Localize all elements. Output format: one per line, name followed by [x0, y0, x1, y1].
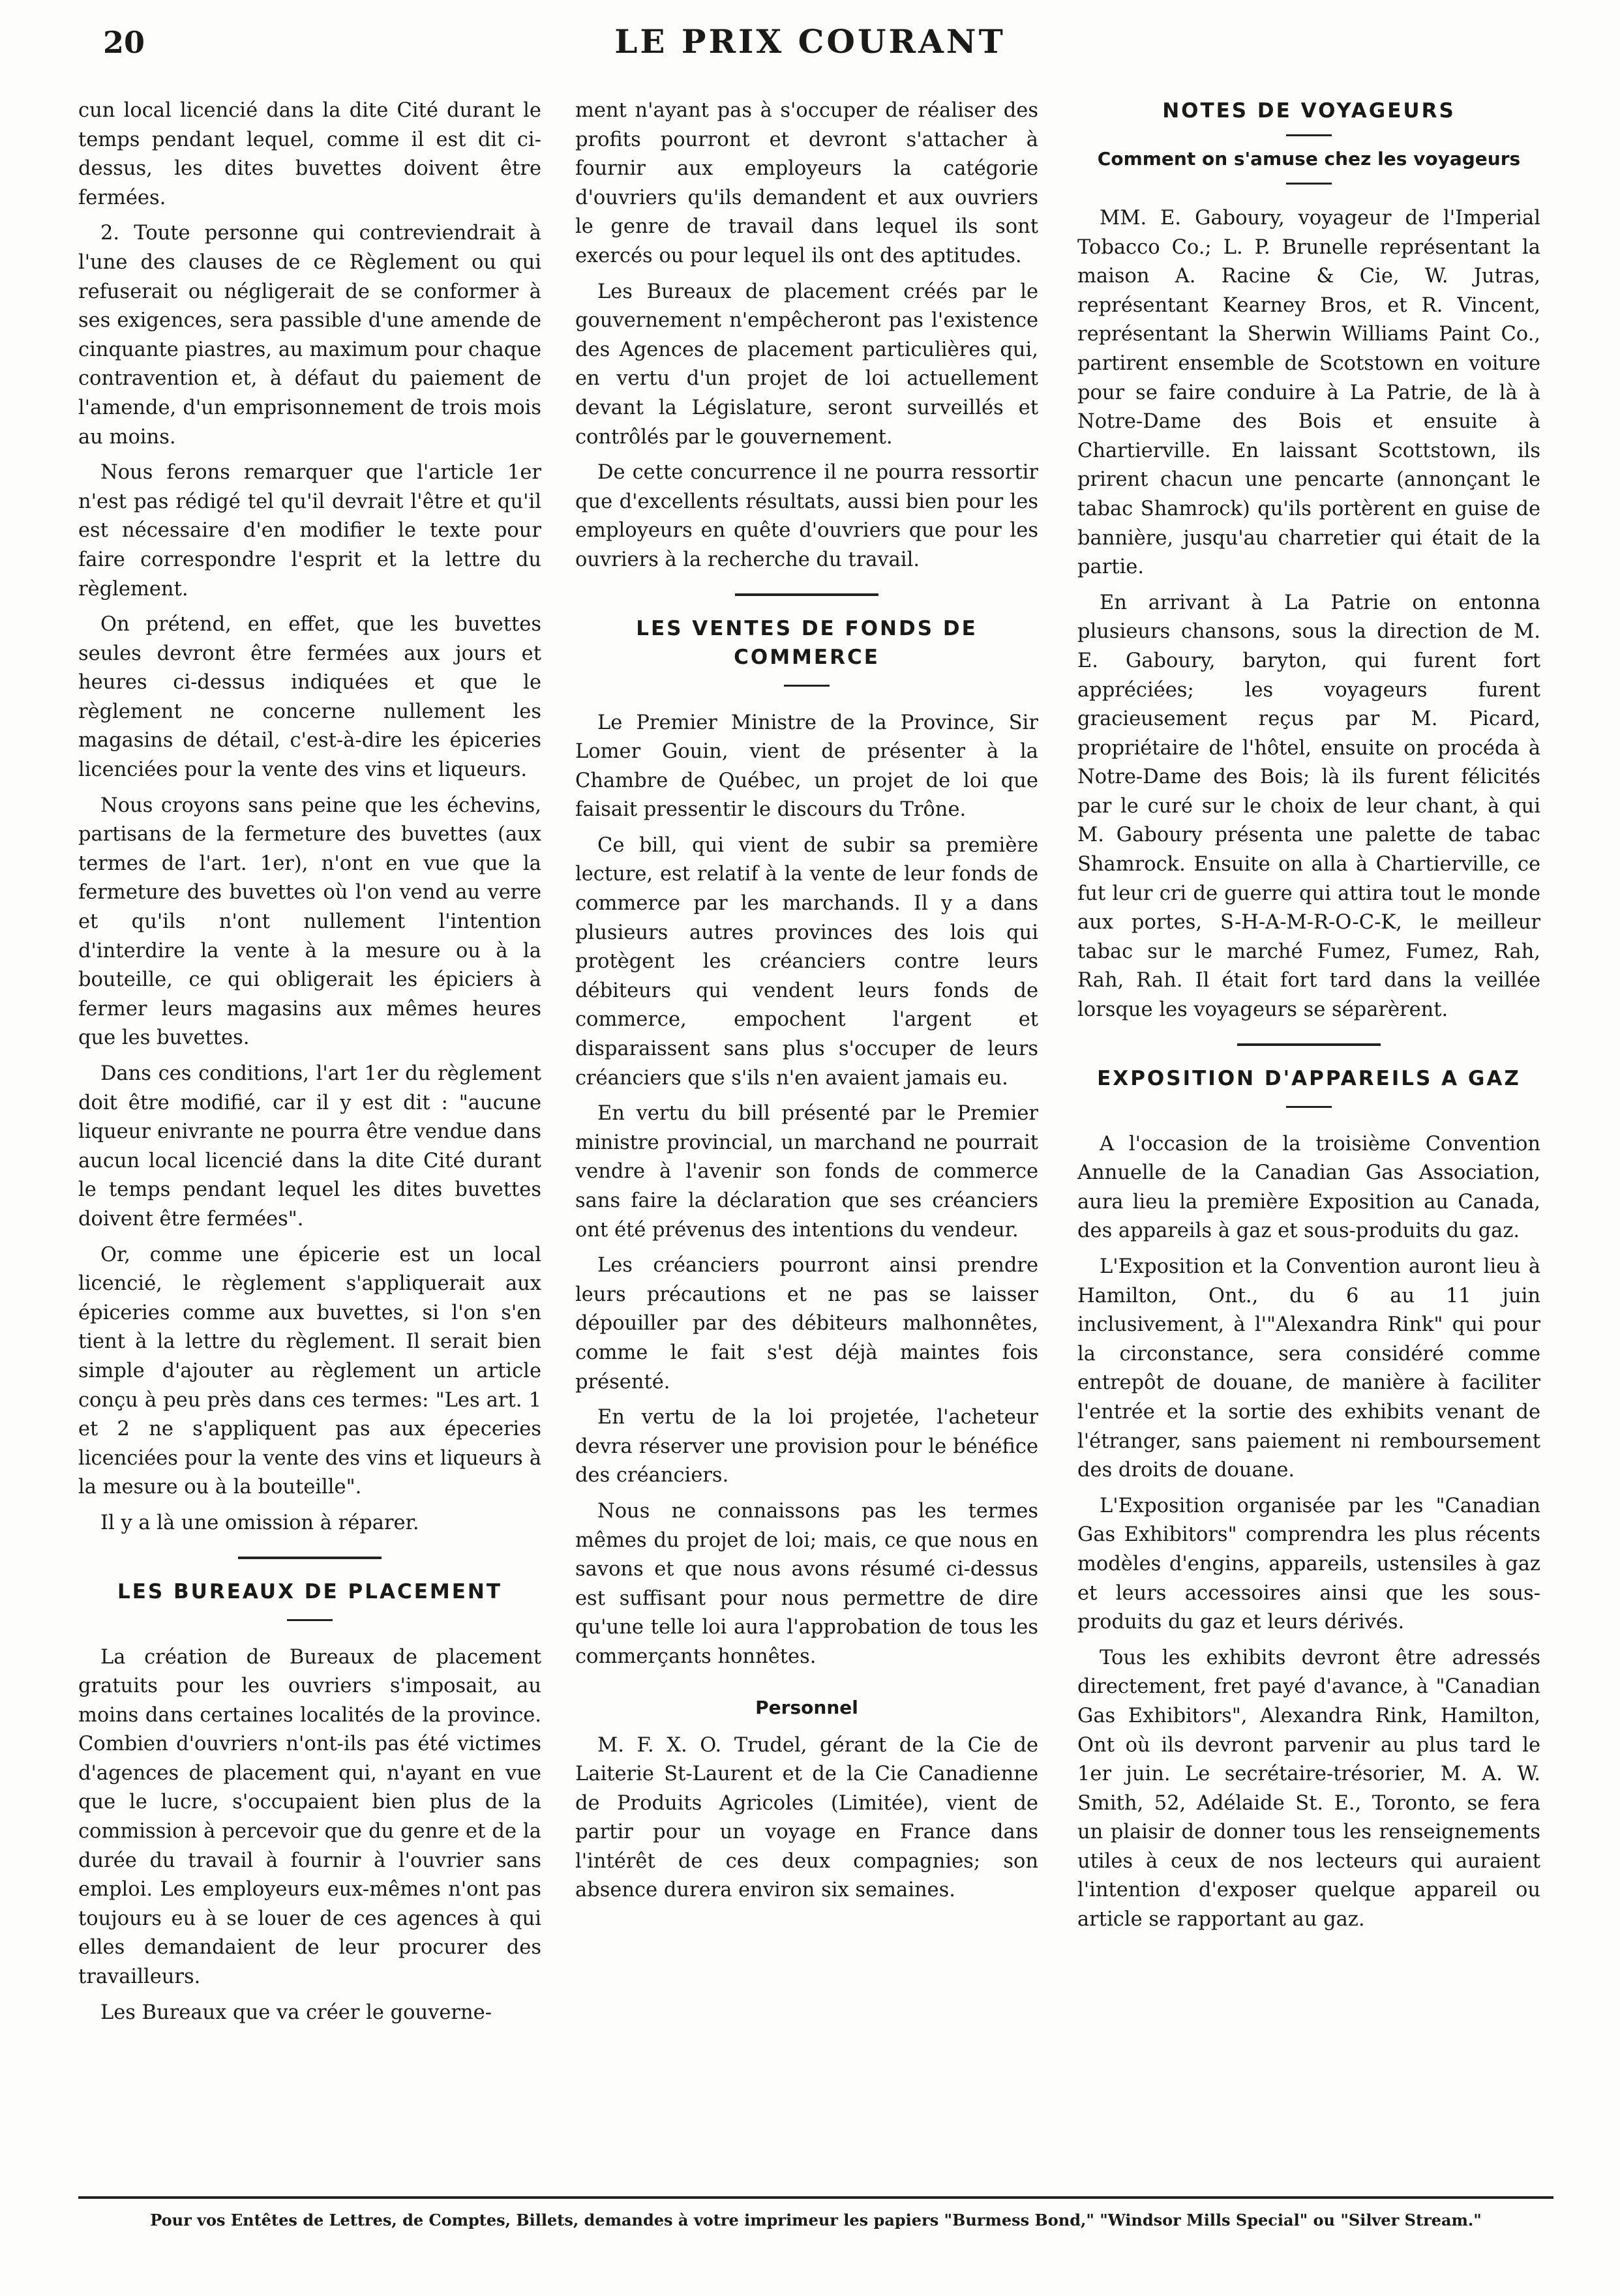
paragraph: L'Exposition et la Convention auront lieu à Hamilton, Ont., du 6 au 11 juin inclusivement, à l'"Alexandra Rink" qui pour la circonstance, sera considéré comme entrepôt de douane, de manière à faciliter l'entrée et la sortie des exhibits venant de l'étranger, sans paiement ni remboursement des droits de douane.	[1077, 1255, 1540, 1482]
paragraph: L'Exposition organisée par les "Canadian Gas Exhibitors" comprendra les plus récents modèles d'engins, appareils, ustensiles à gaz et leurs accessoires ainsi que les sous-produits du gaz et leurs dérivés.	[1077, 1494, 1540, 1634]
section-divider	[1237, 1043, 1381, 1046]
paragraph: 2. Toute personne qui contreviendrait à l'une des clauses de ce Règlement ou qui refuserait ou négligerait de se conformer à ses exigences, sera passible d'une amende de cinquante piastres, au maximum pour chaque contravention et, à défaut du paiement de l'amende, d'un emprisonnement de trois mois au moins.	[78, 222, 541, 449]
heading-rule	[1286, 134, 1332, 136]
section-heading: LES BUREAUX DE PLACEMENT	[117, 1579, 502, 1603]
heading-rule	[1286, 1106, 1332, 1108]
paragraph: A l'occasion de la troisième Convention Annuelle de la Canadian Gas Association, aura lieu la première Exposition au Canada, des appareils à gaz et sous-produits du gaz.	[1077, 1132, 1540, 1243]
paragraph: Les Bureaux de placement créés par le gouvernement n'empêcheront pas l'existence des Agences de placement particulières qui, en vertu d'un projet de loi actuellement devant la Législature, seront surveillés et contrôlés par le gouvernement.	[575, 280, 1038, 449]
paragraph: En vertu du bill présenté par le Premier ministre provincial, un marchand ne pourrait vendre à l'avenir son fonds de commerce sans faire la déclaration que ses créanciers ont été prévenus des intentions du vendeur.	[575, 1102, 1038, 1242]
section-divider	[238, 1557, 382, 1559]
paragraph: Dans ces conditions, l'art 1er du règlement doit être modifié, car il y est dit : "aucune liqueur enivrante ne pourra être vendue dans aucun local licencié dans la dite Cité durant le temps pendant lequel les dites buvettes doivent être fermées".	[78, 1062, 541, 1230]
heading-rule	[1286, 183, 1332, 185]
section-heading: NOTES DE VOYAGEURS	[1162, 99, 1456, 123]
paragraph: MM. E. Gaboury, voyageur de l'Imperial Tobacco Co.; L. P. Brunelle représentant la maison A. Racine & Cie, W. Jutras, représentant Kearney Bros, et R. Vincent, représentant la Sherwin Williams Paint Co., partirent ensemble de Scotstown en voiture pour se faire conduire à La Patrie, de là à Notre-Dame des Bois et ensuite à Chartierville. En laissant Scottstown, ils prirent chacun une pencarte (annonçant le tabac Shamrock) qu'ils portèrent en guise de bannière, jusqu'au charretier qui était de la partie.	[1077, 207, 1540, 579]
paragraph: Le Premier Ministre de la Province, Sir Lomer Gouin, vient de présenter à la Chambre de Québec, un projet de loi que faisait pressentir le discours du Trône.	[575, 711, 1038, 822]
paragraph: ment n'ayant pas à s'occuper de réaliser des profits pourront et devront s'attacher à fournir aux employeurs la catégorie d'ouvriers qu'ils demandent et aux ouvriers le genre de travail dans lequel ils sont exercés ou pour lequel ils ont des aptitudes.	[575, 99, 1038, 267]
section-divider	[735, 593, 878, 596]
page-header	[0, 20, 1620, 72]
subsection-heading: Comment on s'amuse chez les voyageurs	[1097, 148, 1521, 170]
paragraph: Les Bureaux que va créer le gouverne-	[100, 2001, 492, 2024]
paragraph: Nous croyons sans peine que les échevins, partisans de la fermeture des buvettes (aux termes de l'art. 1er), n'ont en vue que la fermeture des buvettes où l'on vend au verre et qu'ils n'ont nullement l'intention d'interdire la vente à la mesure ou à la bouteille, ce qui obligerait les épiciers à fermer leurs magasins aux mêmes heures que les buvettes.	[78, 794, 541, 1050]
paragraph: cun local licencié dans la dite Cité durant le temps pendant lequel, comme il est dit ci-dessus, les dites buvettes doivent être fermées.	[78, 99, 541, 209]
section-heading: EXPOSITION D'APPAREILS A GAZ	[1097, 1066, 1521, 1090]
paragraph: Or, comme une épicerie est un local licencié, le règlement s'appliquerait aux épiceries comme aux buvettes, si l'on s'en tient à la lettre du règlement. Il serait bien simple d'ajouter au règlement un article conçu à peu près dans ces termes: "Les art. 1 et 2 ne s'appliquent pas aux épeceries licenciées pour la vente des vins et liqueurs à la mesure ou à la bouteille".	[78, 1243, 541, 1499]
paragraph: Nous ne connaissons pas les termes mêmes du projet de loi; mais, ce que nous en savons et que nous avons résumé ci-dessus est suffisant pour nous permettre de dire qu'une telle loi aura l'approbation de tous les commerçants honnêtes.	[575, 1499, 1038, 1668]
paragraph: Ce bill, qui vient de subir sa première lecture, est relatif à la vente de leur fonds de commerce par les marchands. Il y a dans plusieurs autres provinces des lois qui protègent les créanciers contre leurs débiteurs qui vendent leurs fonds de commerce, empochent l'argent et disparaissent sans plus s'occuper de leurs créanciers que s'ils n'en avaient jamais eu.	[575, 833, 1038, 1090]
paragraph: La création de Bureaux de placement gratuits pour les ouvriers s'imposait, au moins dans certaines localités de la province. Combien d'ouvriers n'ont-ils pas été victimes d'agences de placement qui, n'ayant en vue que le lucre, s'occupaient bien plus de la commission à percevoir que du genre et de la durée du travail à fournir à l'ouvrier sans emploi. Les employeurs eux-mêmes n'ont pas toujours eu à se louer de ces agences à qui elles demandaient de leur procurer des travailleurs.	[78, 1645, 541, 1989]
column-1	[78, 97, 541, 2034]
heading-rule	[784, 685, 830, 687]
paragraph: Il y a là une omission à réparer.	[100, 1511, 419, 1534]
paragraph: En arrivant à La Patrie on entonna plusieurs chansons, sous la direction de M. E. Gaboury, baryton, qui furent fort appréciées; les voyageurs furent gracieusement reçus par M. Picard, propriétaire de l'hôtel, ensuite on procéda à Notre-Dame des Bois; là ils furent félicités par le curé sur le choix de leur chant, à qui M. Gaboury présenta une palette de tabac Shamrock. Ensuite on alla à Chartierville, ce fut leur cri de guerre qui attira tout le monde aux portes, S-H-A-M-R-O-C-K, le meilleur tabac sur le marché Fumez, Fumez, Rah, Rah, Rah. Il était fort tard dans la veillée lorsque les voyageurs se séparèrent.	[1077, 591, 1540, 1022]
masthead-title: LE PRIX COURANT	[614, 22, 1006, 61]
paragraph: De cette concurrence il ne pourra ressortir que d'excellents résultats, aussi bien pour les employeurs en quête d'ouvriers que pour les ouvriers à la recherche du travail.	[575, 461, 1038, 571]
subsection-heading: Personnel	[755, 1696, 858, 1718]
heading-rule	[287, 1619, 333, 1621]
section-heading: LES VENTES DE FONDS DE COMMERCE	[636, 616, 978, 669]
column-2	[575, 97, 1038, 1912]
page-number: 20	[103, 25, 145, 60]
footer-advertisement: Pour vos Entêtes de Lettres, de Comptes, Billets, demandes à votre imprimeur les papiers "Burmess Bond," "Windsor Mills Special" ou "Silver Stream."	[150, 2211, 1482, 2229]
footer-rule	[78, 2196, 1553, 2199]
paragraph: Tous les exhibits devront être adressés directement, fret payé d'avance, à "Canadian Gas Exhibitors", Alexandra Rink, Hamilton, Ont où ils devront parvenir au plus tard le 1er juin. Le secrétaire-trésorier, M. A. W. Smith, 52, Adélaide St. E., Toronto, se fera un plaisir de donner tous les renseignements utiles à ceux de nos lecteurs qui auraient l'intention d'exposer quelque appareil ou article se rapportant au gaz.	[1077, 1646, 1540, 1931]
paragraph: Nous ferons remarquer que l'article 1er n'est pas rédigé tel qu'il devrait l'être et qu'il est nécessaire d'en modifier le texte pour faire correspondre l'esprit et la lettre du règlement.	[78, 461, 541, 601]
paragraph: Les créanciers pourront ainsi prendre leurs précautions et ne pas se laisser dépouiller par des débiteurs malhonnêtes, comme le fait s'est déjà maintes fois présenté.	[575, 1254, 1038, 1394]
paragraph: M. F. X. O. Trudel, gérant de la Cie de Laiterie St-Laurent et de la Cie Canadienne de Produits Agricoles (Limitée), vient de partir pour un voyage en France dans l'intérêt de ces deux compagnies; son absence durera environ six semaines.	[575, 1733, 1038, 1902]
column-3	[1077, 97, 1540, 1941]
paragraph: On prétend, en effet, que les buvettes seules devront être fermées aux jours et heures ci-dessus indiquées et que le règlement ne concerne nullement les magasins de détail, c'est-à-dire les épiceries licenciées pour la vente des vins et liqueurs.	[78, 613, 541, 782]
paragraph: En vertu de la loi projetée, l'acheteur devra réserver une provision pour le bénéfice des créanciers.	[575, 1406, 1038, 1487]
